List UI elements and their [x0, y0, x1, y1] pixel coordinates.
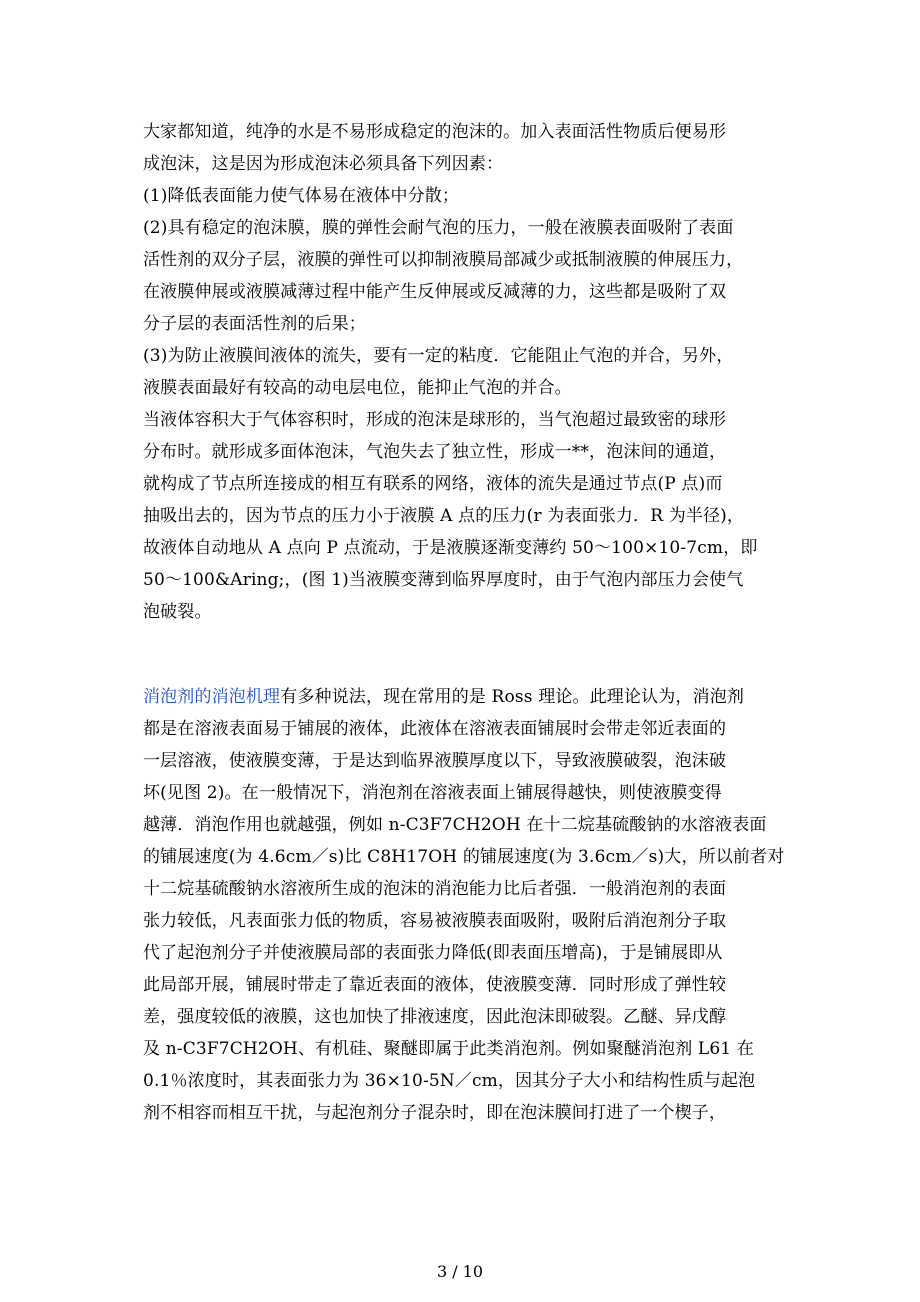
paragraph-2-line: 一层溶液，使液膜变薄，于是达到临界液膜厚度以下，导致液膜破裂，泡沫破: [143, 751, 727, 771]
paragraph-2-line: 差，强度较低的液膜，这也加快了排液速度，因此泡沫即破裂。乙醚、异戊醇: [143, 1007, 727, 1027]
list-item-3-line: 液膜表面最好有较高的动电层电位，能抑止气泡的并合。: [143, 378, 572, 398]
paragraph-2-line: 及 n-C3F7CH2OH、有机硅、聚醚即属于此类消泡剂。例如聚醚消泡剂 L61 在: [143, 1039, 754, 1059]
paragraph-1-line: 大家都知道，纯净的水是不易形成稳定的泡沫的。加入表面活性物质后便易形: [143, 122, 727, 142]
page-number: 3 / 10: [436, 1262, 484, 1281]
paragraph-2-line: 0.1％浓度时，其表面张力为 36×10-5N／cm，因其分子大小和结构性质与起泡: [143, 1071, 756, 1091]
paragraph-1-line: 当液体容积大于气体容积时，形成的泡沫是球形的，当气泡超过最致密的球形: [143, 410, 727, 430]
paragraph-1-line: 故液体自动地从 A 点向 P 点流动，于是液膜逐渐变薄约 50～100×10-7cm，即: [143, 538, 758, 558]
paragraph-1-line: 成泡沫，这是因为形成泡沫必须具备下列因素：: [143, 154, 504, 174]
list-item-3: (3)为防止液膜间液体的流失，要有一定的粘度．它能阻止气泡的并合，另外，: [143, 346, 734, 366]
paragraph-2-line: 此局部开展，铺展时带走了靠近表面的液体，使液膜变薄．同时形成了弹性较: [143, 975, 727, 995]
list-item-2-line: 活性剂的双分子层，液膜的弹性可以抑制液膜局部减少或抵制液膜的伸展压力，: [143, 250, 744, 270]
paragraph-1-line: 抽吸出去的，因为节点的压力小于液膜 A 点的压力(r 为表面张力．R 为半径)，: [143, 506, 745, 526]
paragraph-2-first-line-text: 有多种说法，现在常用的是 Ross 理论。此理论认为，消泡剂: [280, 687, 744, 707]
list-item-2: (2)具有稳定的泡沫膜，膜的弹性会耐气泡的压力，一般在液膜表面吸附了表面: [143, 218, 734, 238]
paragraph-2-line: 张力较低，凡表面张力低的物质，容易被液膜表面吸附，吸附后消泡剂分子取: [143, 911, 727, 931]
paragraph-2-line: 坏(见图 2)。在一般情况下，消泡剂在溶液表面上铺展得越快，则使液膜变得: [143, 783, 722, 803]
paragraph-2-line: 越薄．消泡作用也就越强，例如 n-C3F7CH2OH 在十二烷基硫酸钠的水溶液表面: [143, 815, 767, 835]
paragraph-1-line: 分布时。就形成多面体泡沫，气泡失去了独立性，形成一**，泡沫间的通道，: [143, 442, 727, 462]
list-item-1: (1)降低表面能力使气体易在液体中分散；: [143, 186, 460, 206]
paragraph-2-line: 剂不相容而相互干扰，与起泡剂分子混杂时，即在泡沫膜间打进了一个楔子，: [143, 1103, 727, 1123]
paragraph-1-line: 50～100&Aring;，(图 1)当液膜变薄到临界厚度时，由于气泡内部压力会使气: [143, 570, 744, 590]
paragraph-2-line: 的铺展速度(为 4.6cm／s)比 C8H17OH 的铺展速度(为 3.6cm／s)大，所以前者对: [143, 847, 785, 867]
paragraph-2-line: 都是在溶液表面易于铺展的液体，此液体在溶液表面铺展时会带走邻近表面的: [143, 719, 727, 739]
paragraph-1-line: 泡破裂。: [143, 602, 212, 622]
paragraph-2-line: 十二烷基硫酸钠水溶液所生成的泡沫的消泡能力比后者强．一般消泡剂的表面: [143, 879, 727, 899]
paragraph-2-first-line: [143, 687, 744, 707]
list-item-2-line: 在液膜伸展或液膜减薄过程中能产生反伸展或反减薄的力，这些都是吸附了双: [143, 282, 727, 302]
list-item-2-line: 分子层的表面活性剂的后果；: [143, 314, 366, 334]
defoaming-mechanism-link[interactable]: 消泡剂的消泡机理: [143, 687, 281, 707]
paragraph-2-line: 代了起泡剂分子并使液膜局部的表面张力降低(即表面压增高)，于是铺展即从: [143, 943, 723, 963]
paragraph-1-line: 就构成了节点所连接成的相互有联系的网络，液体的流失是通过节点(P 点)而: [143, 474, 723, 494]
